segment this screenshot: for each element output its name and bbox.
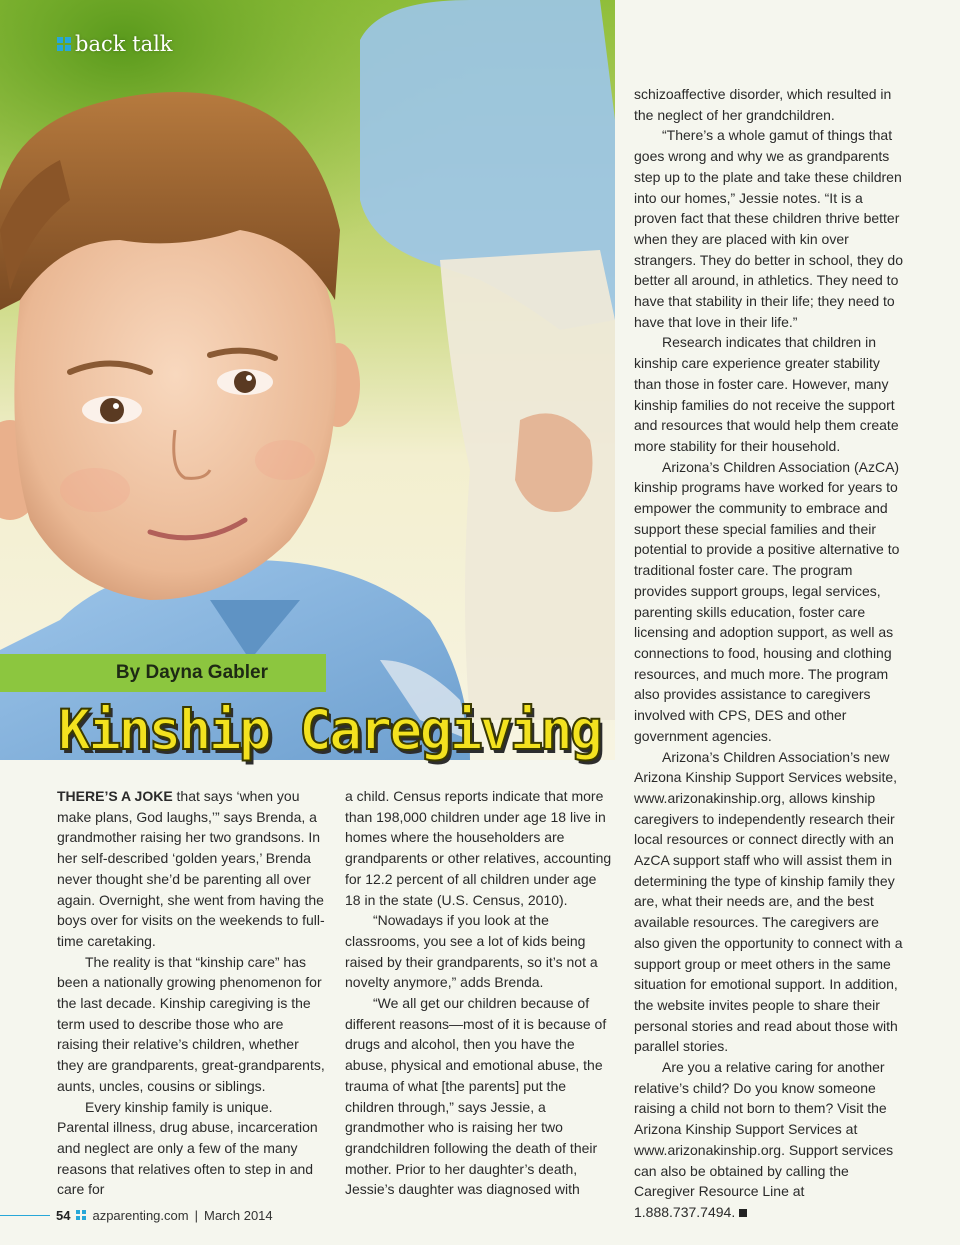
boy-with-grandfather-photo-icon	[0, 0, 615, 760]
paragraph: Arizona’s Children Association (AzCA) kinship programs have worked for years to empower the community to embrace and support these special families and their potential to provide a positive alternative to traditional foster care. The program provides support groups, legal services, parenting skills education, foster care licensing and adoption support, as well as connections to food, housing and clothing resources, and much more. The program also provides assistance to caregivers involved with CPS, DES and other government agencies.	[634, 458, 900, 744]
article-column-3	[634, 84, 904, 1223]
paragraph: “Nowadays if you look at the classrooms, you see a lot of kids being raised by their grandparents, so it’s not a novelty anymore,” adds Brenda.	[345, 912, 598, 991]
article-column-1	[57, 786, 325, 1200]
paragraph: “We all get our children because of different reasons—most of it is because of drugs and alcohol, then you have the abuse, physical and emotional abuse, the trauma of what [the parents] put the children through,” says Jessie, a grandmother who is raising her two grandchildren following the death of their mother. Prior to her daughter’s death, Jessie’s daughter was diagnosed with	[345, 995, 607, 1198]
footer-rule	[0, 1215, 50, 1216]
footer-separator: |	[194, 1207, 198, 1223]
paragraph	[57, 786, 325, 952]
paragraph: The reality is that “kinship care” has been a nationally growing phenomenon for the last decade. Kinship caregiving is the term used to describe those who are raising their relative’s children, whether they are grandparents, great-grandparents, aunts, uncles, cousins or siblings.	[57, 953, 325, 1094]
footer-issue: March 2014	[203, 1207, 273, 1223]
end-mark-icon	[739, 1209, 747, 1217]
paragraph: a child. Census reports indicate that more than 198,000 children under age 18 live in homes where the householders are grandparents or other relatives, accounting for 12.2 percent of all children under age 18 in the state (U.S. Census, 2010).	[345, 788, 612, 908]
paragraph	[634, 1057, 904, 1223]
hero-photo	[0, 0, 615, 760]
paragraph: schizoaffective disorder, which resulted in the neglect of her grandchildren.	[634, 86, 892, 123]
byline: By Dayna Gabler	[115, 662, 268, 683]
paragraph-text: Are you a relative caring for another relative’s child? Do you know someone raising a child not born to them? Visit the Arizona Kinship Support Services at www.arizonakinship.org. Support services can also be obtained by calling the Caregiver Resource Line at 1.888.737.7494.	[634, 1059, 894, 1220]
footer-site: azparenting.com	[92, 1207, 189, 1223]
paragraph: Research indicates that children in kinship care experience greater stability than those in foster care. However, many kinship families do not receive the support and resources that would help them create more stability for their household.	[634, 334, 899, 454]
headline: Kinship Caregiving	[58, 698, 601, 762]
byline-bar	[0, 654, 326, 692]
paragraph-text: that says ‘when you make plans, God laughs,’” says Brenda, a grandmother raising her two grandsons. In her self-described ‘golden years,’ Brenda never thought she’d be parenting all over again. Overnight, she went from having the boys over for visits on the weekends to full-time caretaking.	[57, 788, 325, 949]
page-footer	[0, 1205, 273, 1225]
paragraph: Every kinship family is unique. Parental illness, drug abuse, incarceration and neglect are only a few of the many reasons that relatives often to step in and care for	[57, 1098, 318, 1198]
section-label-text: back talk	[75, 32, 173, 56]
article-column-2	[345, 786, 615, 1200]
grid-icon	[76, 1210, 86, 1220]
page-number: 54	[56, 1207, 71, 1223]
section-label	[57, 32, 173, 56]
paragraph: Arizona’s Children Association’s new Arizona Kinship Support Services website, www.arizonakinship.org, allows kinship caregivers to independently research their local resources or connect directly with an AzCA support staff who will assist them in determining the type of kinship family they are, what their needs are, and the best available resources. The caregivers are also given the opportunity to connect with a support group or meet others in the same situation for emotional support. In addition, the website invites people to share their personal stories and read about those with parallel stories.	[634, 748, 903, 1055]
paragraph: “There’s a whole gamut of things that goes wrong and why we as grandparents step up to the plate and take these children into our homes,” Jessie notes. “It is a proven fact that these children thrive better when they are placed with kin over strangers. They do better in school, they do better all around, in athletics. They need to have that stability in their life; they need to have that love in their life.”	[634, 127, 904, 330]
grid-icon	[57, 37, 71, 51]
lead-in: THERE’S A JOKE	[57, 788, 173, 804]
